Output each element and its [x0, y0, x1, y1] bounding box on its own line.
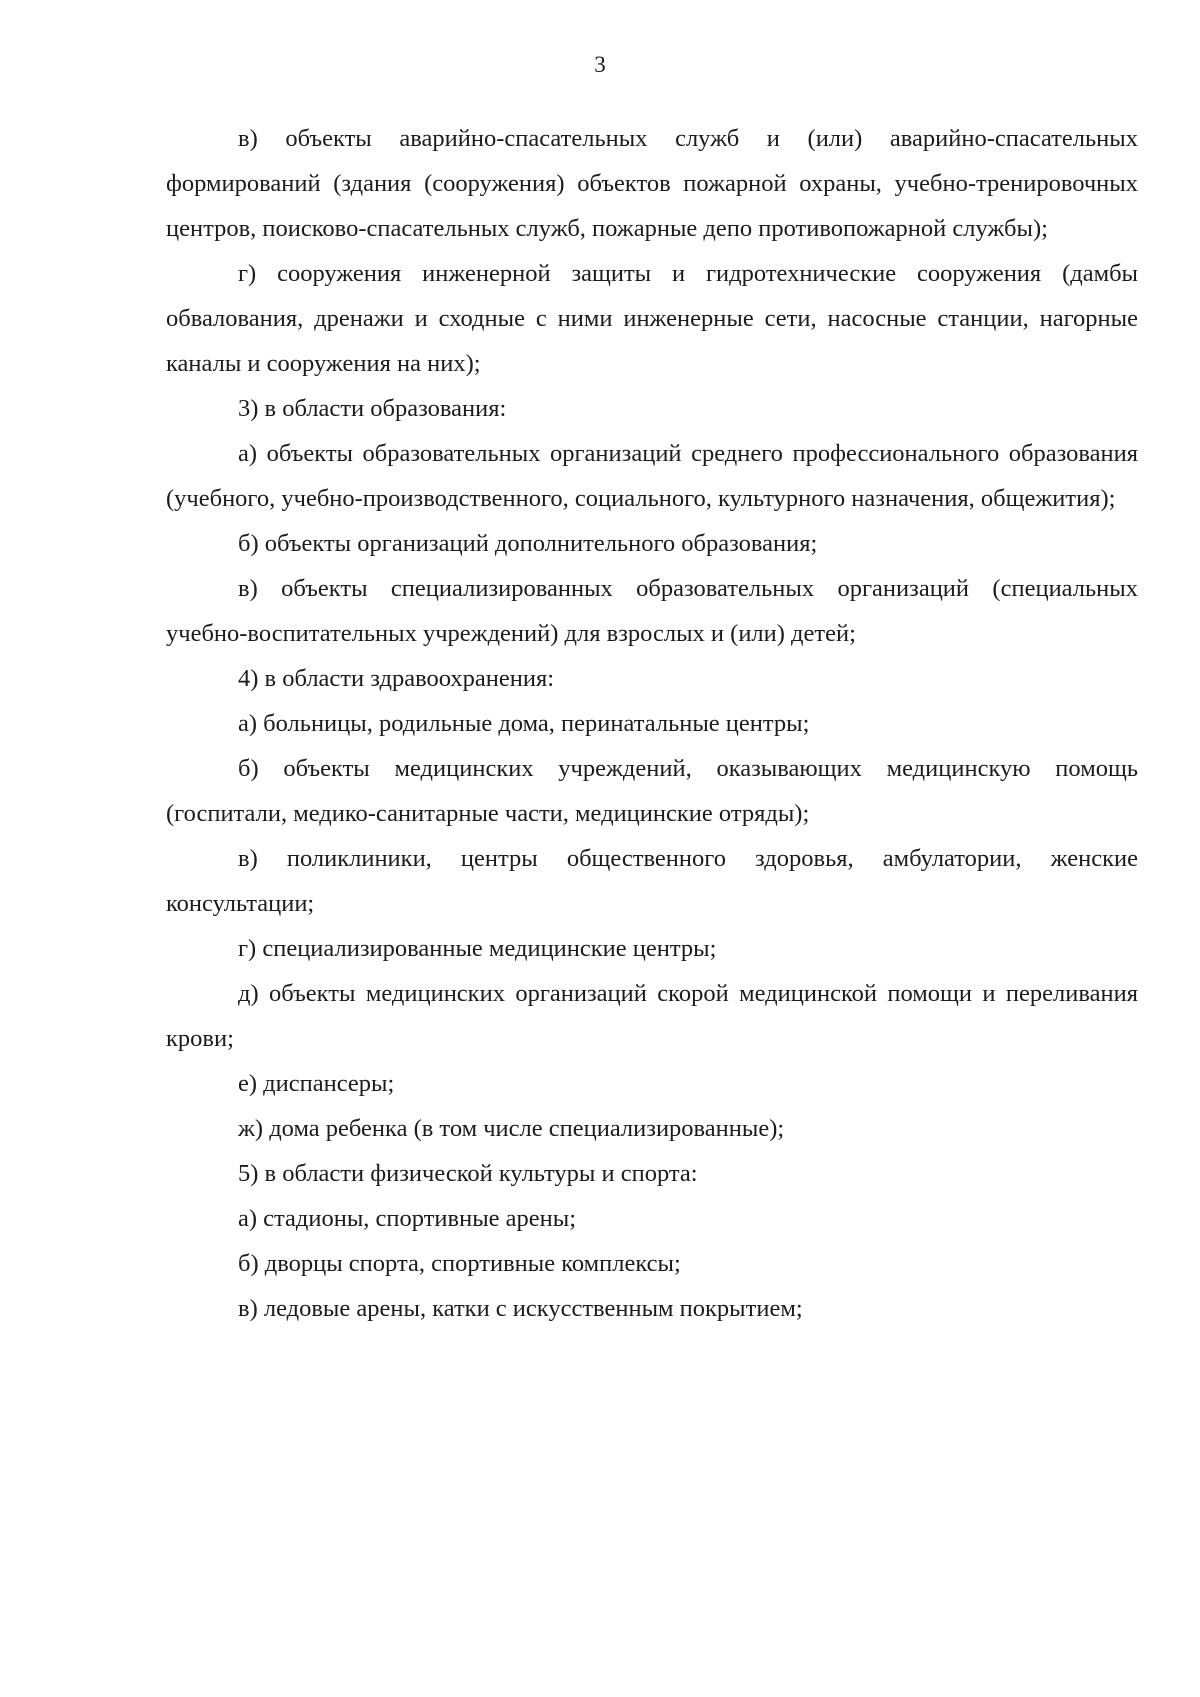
paragraph-item-v-rescue-services: в) объекты аварийно-спасательных служб и (или) аварийно-спасательных формирований (здания (сооружения) объектов пожарной охраны, учебно-тренировочных центров, поисково-спасательных служб, пожарные депо противопожарной службы);	[166, 125, 1138, 242]
paragraph-item-a-hospitals: а) больницы, родильные дома, перинатальные центры;	[238, 710, 810, 737]
section-heading-healthcare: 4) в области здравоохранения:	[238, 665, 555, 692]
paragraph-item-b-medical-institutions: б) объекты медицинских учреждений, оказывающих медицинскую помощь (госпитали, медико-санитарные части, медицинские отряды);	[166, 755, 1138, 827]
paragraph-item-d-emergency-care: д) объекты медицинских организаций скорой медицинской помощи и переливания крови;	[166, 980, 1138, 1052]
document-body	[166, 116, 1138, 1331]
page-number: 3	[594, 52, 606, 77]
paragraph-item-zh-childrens-homes: ж) дома ребенка (в том числе специализированные);	[238, 1115, 785, 1142]
paragraph-item-v-polyclinics: в) поликлиники, центры общественного здоровья, амбулатории, женские консультации;	[166, 845, 1138, 917]
paragraph-item-b-additional-education: б) объекты организаций дополнительного образования;	[238, 530, 818, 557]
paragraph-item-g-engineering-protection: г) сооружения инженерной защиты и гидротехнические сооружения (дамбы обвалования, дренажи и сходные с ними инженерные сети, насосные станции, нагорные каналы и сооружения на них);	[166, 260, 1138, 377]
paragraph-item-v-specialized-education: в) объекты специализированных образовательных организаций (специальных учебно-воспитательных учреждений) для взрослых и (или) детей;	[166, 575, 1138, 647]
section-heading-education: 3) в области образования:	[238, 395, 507, 422]
paragraph-item-a-stadiums: а) стадионы, спортивные арены;	[238, 1205, 577, 1232]
paragraph-item-v-ice-arenas: в) ледовые арены, катки с искусственным покрытием;	[238, 1295, 803, 1322]
paragraph-item-g-specialized-medical-centers: г) специализированные медицинские центры;	[238, 935, 717, 962]
section-heading-sports: 5) в области физической культуры и спорта:	[238, 1160, 698, 1187]
paragraph-item-b-sports-palaces: б) дворцы спорта, спортивные комплексы;	[238, 1250, 681, 1277]
paragraph-item-e-dispensaries: е) диспансеры;	[238, 1070, 395, 1097]
paragraph-item-a-vocational-education: а) объекты образовательных организаций среднего профессионального образования (учебного, учебно-производственного, социального, культурного назначения, общежития);	[166, 440, 1138, 512]
